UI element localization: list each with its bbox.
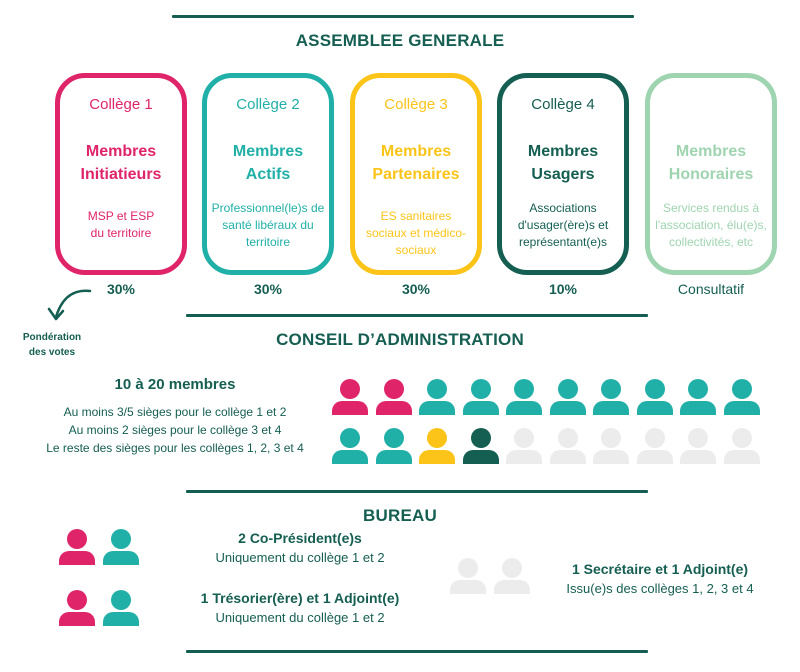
conseil-rule-3: Le reste des sièges pour les collèges 1, 2, 3 et 4 <box>46 441 304 455</box>
bureau-role-tresorier <box>160 589 440 628</box>
section-title-assemblee: ASSEMBLEE GENERALE <box>295 31 505 50</box>
divider-conseil <box>186 314 648 317</box>
person-icon <box>59 590 95 626</box>
college-desc: ES sanitaires sociaux et médico-sociaux <box>365 209 467 257</box>
ponderation-annotation: Pondération des votes <box>22 332 82 358</box>
section-title-bureau: BUREAU <box>363 506 437 525</box>
person-icon <box>463 379 499 415</box>
person-icon <box>506 379 542 415</box>
college-title: Membres Partenaires <box>372 143 460 183</box>
college-label: Collège 1 <box>89 96 153 113</box>
bureau-role-copresidents <box>170 529 430 568</box>
vote-weight-college-3: 30% <box>401 281 431 297</box>
person-icon <box>550 428 586 464</box>
person-icon <box>637 379 673 415</box>
college-card-2 <box>202 73 334 275</box>
role-desc: Uniquement du collège 1 et 2 <box>215 550 385 565</box>
vote-weight-college-2: 30% <box>253 281 283 297</box>
person-icon <box>103 529 139 565</box>
college-title: Membres Honoraires <box>668 143 754 183</box>
vote-weight-college-4: 10% <box>548 281 578 297</box>
college-label: Collège 3 <box>384 96 448 113</box>
college-desc: MSP et ESP du territoire <box>87 209 155 240</box>
person-icon <box>103 590 139 626</box>
person-icon <box>376 428 412 464</box>
divider-top <box>172 15 634 18</box>
college-card-3 <box>350 73 482 275</box>
divider-bureau <box>186 490 648 493</box>
person-icon <box>506 428 542 464</box>
bureau-role-secretaire <box>540 560 780 599</box>
conseil-description <box>30 376 320 457</box>
person-icon <box>593 379 629 415</box>
person-icon <box>376 379 412 415</box>
conseil-rule-1: Au moins 3/5 sièges pour le collège 1 et 2 <box>63 405 287 419</box>
college-card-honoraires <box>645 73 777 275</box>
person-icon <box>680 379 716 415</box>
role-title: 1 Secrétaire et 1 Adjoint(e) <box>571 561 749 577</box>
vote-weight-honoraires: Consultatif <box>677 281 745 297</box>
college-label: Collège 2 <box>236 96 300 113</box>
person-icon <box>419 379 455 415</box>
person-icon <box>332 428 368 464</box>
college-desc: Professionnel(le)s de santé libéraux du territoire <box>211 201 325 249</box>
college-title: Membres Initiatieurs <box>80 143 162 183</box>
college-title: Membres Usagers <box>527 143 599 183</box>
person-icon <box>724 379 760 415</box>
person-icon <box>593 428 629 464</box>
person-icon <box>419 428 455 464</box>
college-card-1 <box>55 73 187 275</box>
divider-bottom <box>186 650 648 653</box>
person-icon <box>463 428 499 464</box>
college-card-4 <box>497 73 629 275</box>
vote-weight-college-1: 30% <box>106 281 136 297</box>
role-desc: Issu(e)s des collèges 1, 2, 3 et 4 <box>566 581 754 596</box>
conseil-rule-2: Au moins 2 sièges pour le collège 3 et 4 <box>68 423 282 437</box>
conseil-member-count: 10 à 20 membres <box>114 376 236 393</box>
college-title: Membres Actifs <box>232 143 304 183</box>
person-icon <box>550 379 586 415</box>
college-desc: Services rendus à l'association, élu(e)s, collectivités, etc <box>655 201 767 249</box>
person-icon <box>450 558 486 594</box>
role-desc: Uniquement du collège 1 et 2 <box>215 610 385 625</box>
curved-arrow-icon <box>44 287 94 327</box>
person-icon <box>637 428 673 464</box>
section-title-conseil: CONSEIL D’ADMINISTRATION <box>276 330 524 349</box>
person-icon <box>724 428 760 464</box>
role-title: 1 Trésorier(ère) et 1 Adjoint(e) <box>200 590 400 606</box>
role-title: 2 Co-Président(e)s <box>238 530 362 546</box>
person-icon <box>494 558 530 594</box>
person-icon <box>332 379 368 415</box>
college-label: Collège 4 <box>531 96 595 113</box>
college-desc: Associations d'usager(ère)s et représentant(e)s <box>517 201 609 249</box>
person-icon <box>680 428 716 464</box>
person-icon <box>59 529 95 565</box>
